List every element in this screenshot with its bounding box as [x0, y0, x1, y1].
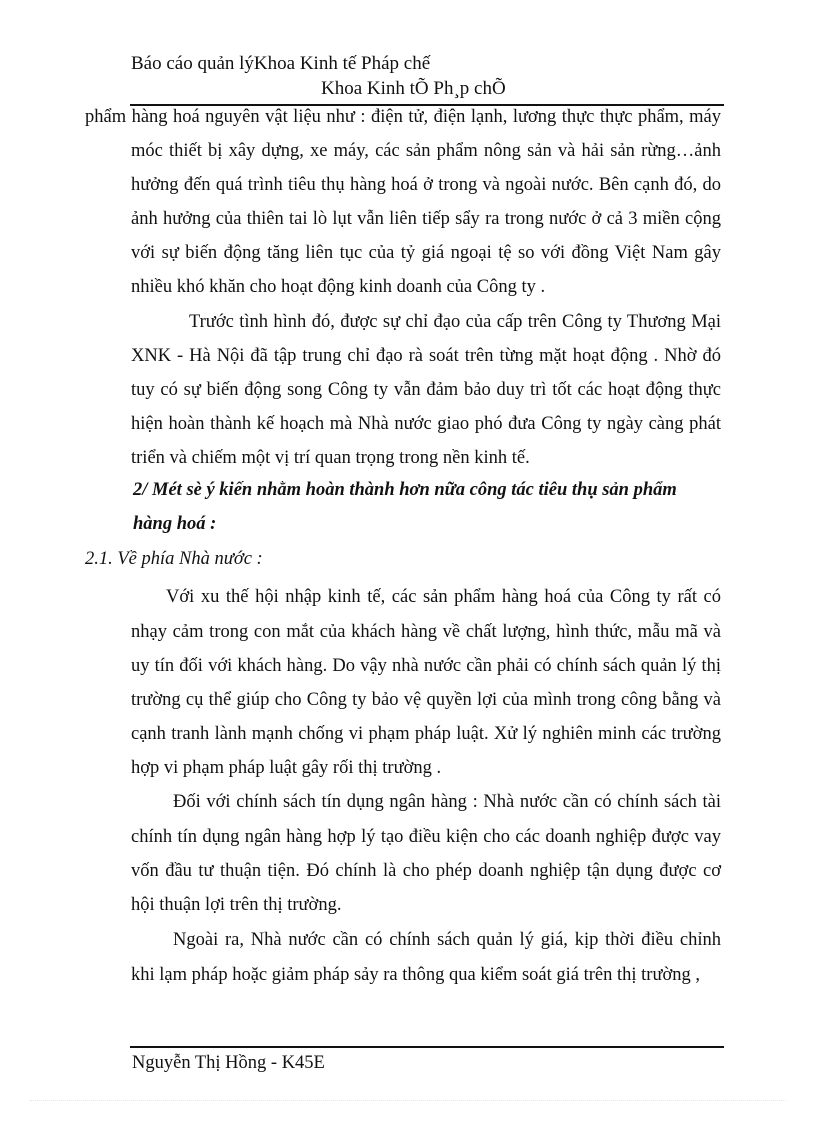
page-bottom-divider: [30, 1100, 786, 1101]
paragraph-line: hợp vi phạm pháp luật gây rối thị trường .: [131, 758, 442, 778]
paragraph-line: khi lạm pháp hoặc giảm pháp sảy ra thông qua kiểm soát giá trên thị trường ,: [131, 965, 701, 985]
paragraph-line: Ngoài ra, Nhà nước cần có chính sách quản lý giá, kịp thời điều chỉnh: [173, 930, 721, 950]
paragraph-line: hội thuận lợi trên thị trường.: [131, 895, 342, 915]
paragraph-line: Trước tình hình đó, được sự chỉ đạo của cấp trên Công ty Thương Mại: [189, 312, 721, 332]
paragraph-line: uy tín đối với khách hàng. Do vậy nhà nước cần phải có chính sách quản lý thị: [131, 656, 721, 676]
paragraph-line: cạnh tranh lành mạnh chống vi phạm pháp luật. Xử lý nghiên minh các trường: [131, 724, 721, 744]
paragraph-line: móc thiết bị xây dựng, xe máy, các sản phẩm nông sản và hải sản rừng…ảnh: [131, 141, 721, 161]
paragraph-line: hưởng đến quá trình tiêu thụ hàng hoá ở trong và ngoài nước. Bên cạnh đó, do: [131, 175, 721, 195]
paragraph-line: Đối với chính sách tín dụng ngân hàng : Nhà nước cần có chính sách tài: [173, 792, 721, 812]
header-title: Báo cáo quản lýKhoa Kinh tế Pháp chế: [131, 53, 431, 74]
paragraph-line: triển và chiếm một vị trí quan trọng trong nền kinh tế.: [131, 448, 530, 468]
paragraph-line: với sự biến động tăng liên tục của tỷ giá ngoại tệ so với đồng Việt Nam gây: [131, 243, 721, 263]
paragraph-line: chính tín dụng ngân hàng hợp lý tạo điều kiện cho các doanh nghiệp được vay: [131, 827, 721, 847]
paragraph-line: trường cụ thể giúp cho Công ty bảo vệ quyền lợi của mình trong công bằng và: [131, 690, 721, 710]
paragraph-line: hiện hoàn thành kế hoạch mà Nhà nước giao phó đưa Công ty ngày càng phát: [131, 414, 721, 434]
paragraph-line: phẩm hàng hoá nguyên vật liệu như : điện tử, điện lạnh, lương thực thực phẩm, máy: [85, 107, 721, 127]
paragraph-line: ảnh hưởng của thiên tai lò lụt vẫn liên tiếp sẩy ra trong nước ở cả 3 miền cộng: [131, 209, 721, 229]
footer-author: Nguyễn Thị Hồng - K45E: [132, 1053, 325, 1073]
paragraph-line: Với xu thế hội nhập kinh tế, các sản phẩm hàng hoá của Công ty rất có: [166, 587, 721, 607]
subsection-heading: 2.1. Về phía Nhà nước :: [85, 549, 263, 569]
paragraph-line: XNK - Hà Nội đã tập trung chỉ đạo rà soát trên từng mặt hoạt động . Nhờ đó: [131, 346, 721, 366]
section-heading: 2/ Mét sè ý kiến nhằm hoàn thành hơn nữa công tác tiêu thụ sản phẩm: [133, 480, 677, 500]
paragraph-line: nhạy cảm trong con mắt của khách hàng về chất lượng, hình thức, mẫu mã và: [131, 622, 721, 642]
section-heading: hàng hoá :: [133, 514, 217, 534]
header-subtitle: Khoa Kinh tÕ Ph¸p chÕ: [321, 78, 506, 99]
footer-rule: [130, 1046, 724, 1048]
paragraph-line: tuy có sự biến động song Công ty vẫn đảm bảo duy trì tốt các hoạt động thực: [131, 380, 721, 400]
paragraph-line: nhiều khó khăn cho hoạt động kinh doanh của Công ty .: [131, 277, 546, 297]
paragraph-line: vốn đầu tư thuận tiện. Đó chính là cho phép doanh nghiệp tận dụng được cơ: [131, 861, 721, 881]
